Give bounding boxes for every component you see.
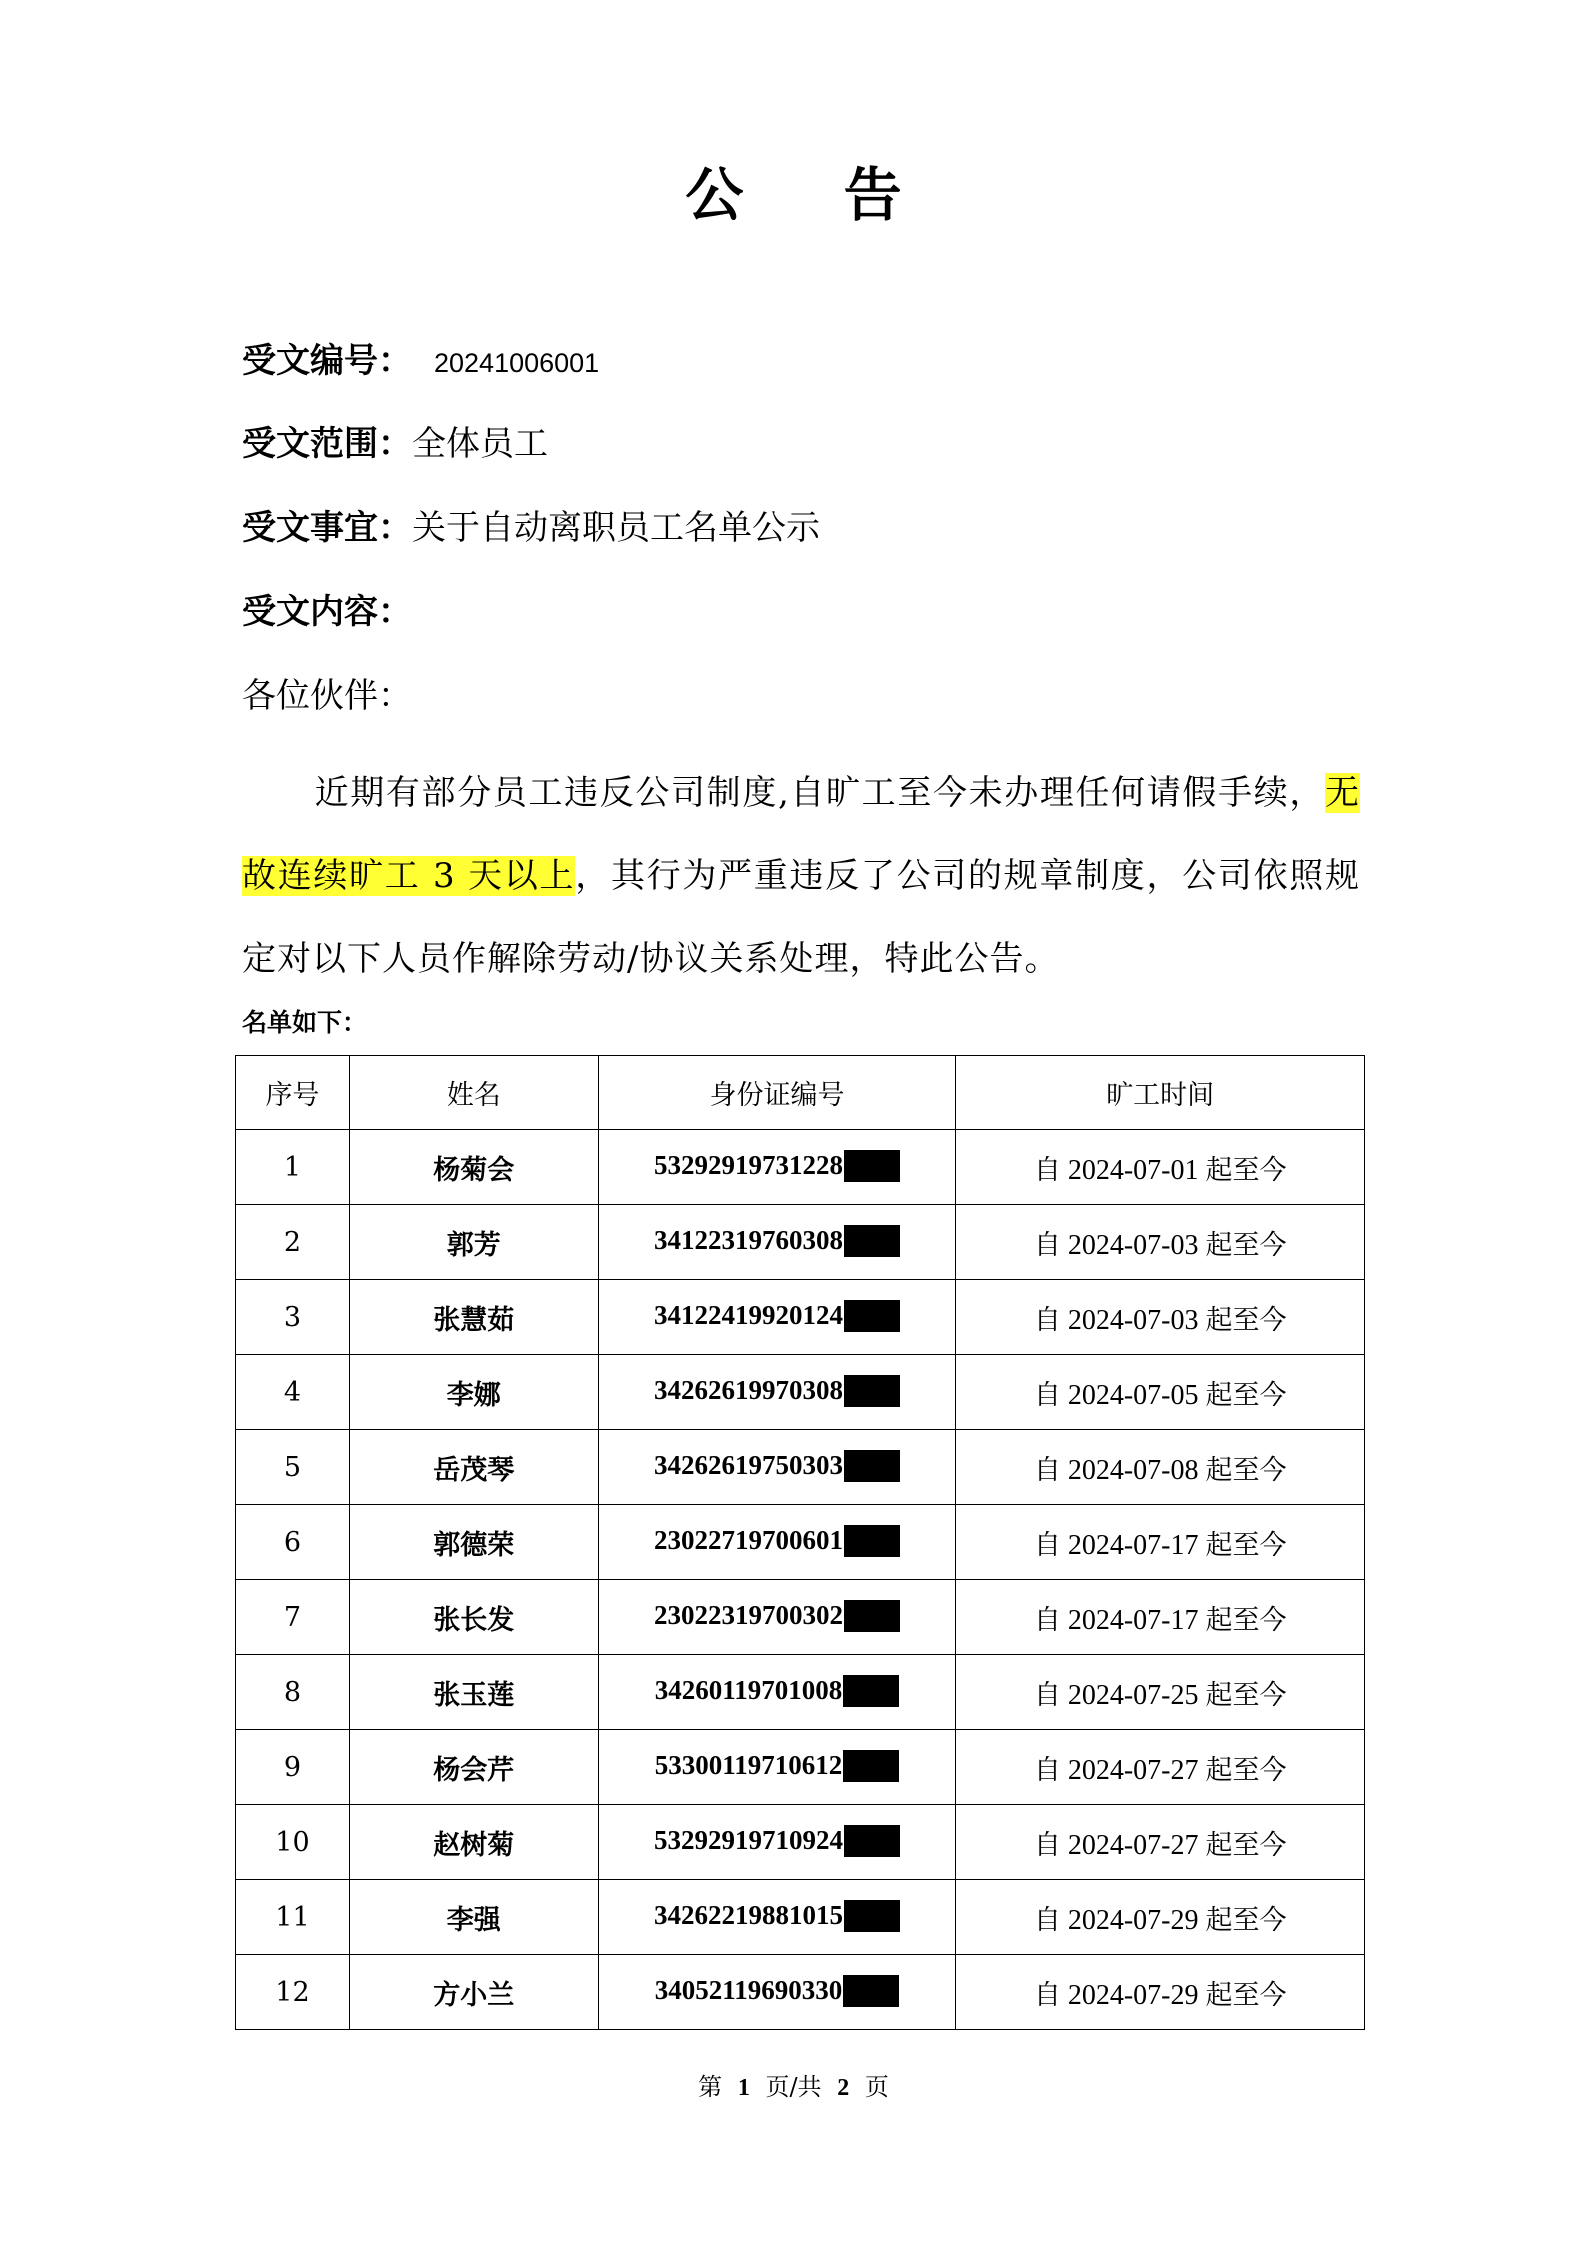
redaction-block xyxy=(844,1600,900,1632)
row-number: 5 xyxy=(236,1430,350,1505)
footer-post: 页 xyxy=(864,2073,889,2101)
employee-name: 岳茂琴 xyxy=(349,1430,598,1505)
absence-time xyxy=(956,1655,1365,1730)
table-row xyxy=(236,1880,1365,1955)
id-number-cell xyxy=(598,1430,956,1505)
absence-time xyxy=(956,1880,1365,1955)
id-number: 34262619750303 xyxy=(654,1450,843,1481)
absence-to: 起至今 xyxy=(1205,1379,1287,1411)
row-number: 10 xyxy=(236,1805,350,1880)
employee-name: 郭德荣 xyxy=(349,1505,598,1580)
absence-to: 起至今 xyxy=(1205,1529,1287,1561)
absence-to: 起至今 xyxy=(1205,1829,1287,1861)
scope-value: 全体员工 xyxy=(412,424,548,464)
absence-to: 起至今 xyxy=(1205,1754,1287,1786)
row-number: 3 xyxy=(236,1280,350,1355)
absence-date: 2024-07-25 xyxy=(1067,1679,1199,1711)
subject-field xyxy=(242,502,820,554)
id-number: 53300119710612 xyxy=(654,1750,843,1781)
absence-date: 2024-07-27 xyxy=(1067,1754,1199,1786)
absence-from: 自 xyxy=(1033,1904,1061,1936)
content-field xyxy=(242,586,412,638)
absence-from: 自 xyxy=(1033,1529,1061,1561)
absence-time xyxy=(956,1130,1365,1205)
body-text-after: ，其行为严重违反了公司的规章制度，公司依照规定对以下人员作解除劳动/协议关系处理，特此公告。 xyxy=(242,856,1360,979)
table-row xyxy=(236,1655,1365,1730)
absence-date: 2024-07-03 xyxy=(1067,1304,1199,1336)
absence-from: 自 xyxy=(1033,1679,1061,1711)
absence-date: 2024-07-29 xyxy=(1067,1979,1199,2011)
content-label: 受文内容： xyxy=(242,592,412,632)
table-row xyxy=(236,1355,1365,1430)
absence-date: 2024-07-29 xyxy=(1067,1904,1199,1936)
employee-name: 杨菊会 xyxy=(349,1130,598,1205)
absence-to: 起至今 xyxy=(1205,1304,1287,1336)
absence-date: 2024-07-17 xyxy=(1067,1604,1199,1636)
body-paragraph xyxy=(242,752,1360,1001)
absence-to: 起至今 xyxy=(1205,1154,1287,1186)
id-number: 34122319760308 xyxy=(654,1225,843,1256)
absence-time xyxy=(956,1355,1365,1430)
absence-time xyxy=(956,1730,1365,1805)
redaction-block xyxy=(844,1150,900,1182)
absence-from: 自 xyxy=(1033,1229,1061,1261)
list-label: 名单如下： xyxy=(242,1008,368,1037)
absence-time xyxy=(956,1205,1365,1280)
scope-label: 受文范围： xyxy=(242,424,412,464)
id-number-cell xyxy=(598,1880,956,1955)
document-title: 公 告 xyxy=(685,161,942,229)
absence-to: 起至今 xyxy=(1205,1229,1287,1261)
row-number: 11 xyxy=(236,1880,350,1955)
absence-to: 起至今 xyxy=(1205,1904,1287,1936)
absence-from: 自 xyxy=(1033,1154,1061,1186)
redaction-block xyxy=(843,1975,899,2007)
footer-pre: 第 xyxy=(698,2073,723,2101)
absence-time xyxy=(956,1430,1365,1505)
table-row xyxy=(236,1805,1365,1880)
absence-date: 2024-07-17 xyxy=(1067,1529,1199,1561)
absence-date: 2024-07-01 xyxy=(1067,1154,1199,1186)
redaction-block xyxy=(844,1225,900,1257)
employee-name: 郭芳 xyxy=(349,1205,598,1280)
employee-name: 李强 xyxy=(349,1880,598,1955)
body-highlight: 无故连续旷工 3 天以上 xyxy=(242,773,1360,896)
employee-name: 赵树菊 xyxy=(349,1805,598,1880)
id-number: 34262619970308 xyxy=(654,1375,843,1406)
header-absence-time: 旷工时间 xyxy=(956,1056,1365,1130)
id-number-cell xyxy=(598,1355,956,1430)
row-number: 8 xyxy=(236,1655,350,1730)
id-number-cell xyxy=(598,1580,956,1655)
absence-time xyxy=(956,1505,1365,1580)
id-number-cell xyxy=(598,1280,956,1355)
table-row xyxy=(236,1580,1365,1655)
absence-to: 起至今 xyxy=(1205,1979,1287,2011)
id-number: 53292919731228 xyxy=(654,1150,843,1181)
absence-from: 自 xyxy=(1033,1304,1061,1336)
absence-from: 自 xyxy=(1033,1754,1061,1786)
redaction-block xyxy=(844,1900,900,1932)
absence-date: 2024-07-05 xyxy=(1067,1379,1199,1411)
table-row xyxy=(236,1280,1365,1355)
doc-number-value: 20241006001 xyxy=(434,348,600,378)
absence-to: 起至今 xyxy=(1205,1679,1287,1711)
absence-date: 2024-07-27 xyxy=(1067,1829,1199,1861)
row-number: 1 xyxy=(236,1130,350,1205)
row-number: 7 xyxy=(236,1580,350,1655)
id-number: 34122419920124 xyxy=(654,1300,843,1331)
absence-date: 2024-07-03 xyxy=(1067,1229,1199,1261)
row-number: 4 xyxy=(236,1355,350,1430)
id-number: 53292919710924 xyxy=(654,1825,843,1856)
header-id: 身份证编号 xyxy=(598,1056,956,1130)
absence-from: 自 xyxy=(1033,1379,1061,1411)
row-number: 6 xyxy=(236,1505,350,1580)
table-row xyxy=(236,1505,1365,1580)
id-number-cell xyxy=(598,1805,956,1880)
body-text-before: 近期有部分员工违反公司制度,自旷工至今未办理任何请假手续， xyxy=(314,773,1325,813)
id-number-cell xyxy=(598,1505,956,1580)
scope-field xyxy=(242,418,548,470)
id-number: 34052119690330 xyxy=(654,1975,843,2006)
absence-time xyxy=(956,1805,1365,1880)
footer-mid: 页/共 xyxy=(765,2073,822,2101)
dismissal-table xyxy=(235,1055,1365,2030)
employee-name: 李娜 xyxy=(349,1355,598,1430)
redaction-block xyxy=(844,1525,900,1557)
absence-from: 自 xyxy=(1033,1829,1061,1861)
absence-from: 自 xyxy=(1033,1604,1061,1636)
id-number-cell xyxy=(598,1205,956,1280)
page-footer xyxy=(0,2070,1587,2105)
id-number-cell xyxy=(598,1655,956,1730)
table-row xyxy=(236,1730,1365,1805)
id-number: 23022719700601 xyxy=(654,1525,843,1556)
absence-from: 自 xyxy=(1033,1454,1061,1486)
absence-from: 自 xyxy=(1033,1979,1061,2011)
absence-time xyxy=(956,1955,1365,2030)
footer-page-number: 1 xyxy=(737,2075,750,2101)
employee-name: 杨会芹 xyxy=(349,1730,598,1805)
table-row xyxy=(236,1130,1365,1205)
redaction-block xyxy=(844,1300,900,1332)
doc-number-label: 受文编号： xyxy=(242,341,412,381)
absence-time xyxy=(956,1580,1365,1655)
row-number: 2 xyxy=(236,1205,350,1280)
id-number-cell xyxy=(598,1130,956,1205)
row-number: 9 xyxy=(236,1730,350,1805)
employee-name: 张玉莲 xyxy=(349,1655,598,1730)
id-number: 23022319700302 xyxy=(654,1600,843,1631)
absence-to: 起至今 xyxy=(1205,1604,1287,1636)
employee-name: 张长发 xyxy=(349,1580,598,1655)
id-number-cell xyxy=(598,1955,956,2030)
header-no: 序号 xyxy=(236,1056,350,1130)
subject-label: 受文事宜： xyxy=(242,508,412,548)
table-row xyxy=(236,1955,1365,2030)
absence-time xyxy=(956,1280,1365,1355)
salutation: 各位伙伴： xyxy=(242,676,412,716)
table-header-row xyxy=(236,1056,1365,1130)
table-row xyxy=(236,1205,1365,1280)
header-name: 姓名 xyxy=(349,1056,598,1130)
footer-total-pages: 2 xyxy=(837,2075,850,2101)
id-number: 34262219881015 xyxy=(654,1900,843,1931)
table-row xyxy=(236,1430,1365,1505)
id-number: 34260119701008 xyxy=(654,1675,843,1706)
redaction-block xyxy=(844,1450,900,1482)
absence-to: 起至今 xyxy=(1205,1454,1287,1486)
row-number: 12 xyxy=(236,1955,350,2030)
id-number-cell xyxy=(598,1730,956,1805)
employee-name: 张慧茹 xyxy=(349,1280,598,1355)
redaction-block xyxy=(843,1750,899,1782)
employee-name: 方小兰 xyxy=(349,1955,598,2030)
doc-number-field xyxy=(242,335,599,387)
absence-date: 2024-07-08 xyxy=(1067,1454,1199,1486)
subject-value: 关于自动离职员工名单公示 xyxy=(412,508,820,548)
redaction-block xyxy=(844,1375,900,1407)
redaction-block xyxy=(843,1675,899,1707)
redaction-block xyxy=(844,1825,900,1857)
